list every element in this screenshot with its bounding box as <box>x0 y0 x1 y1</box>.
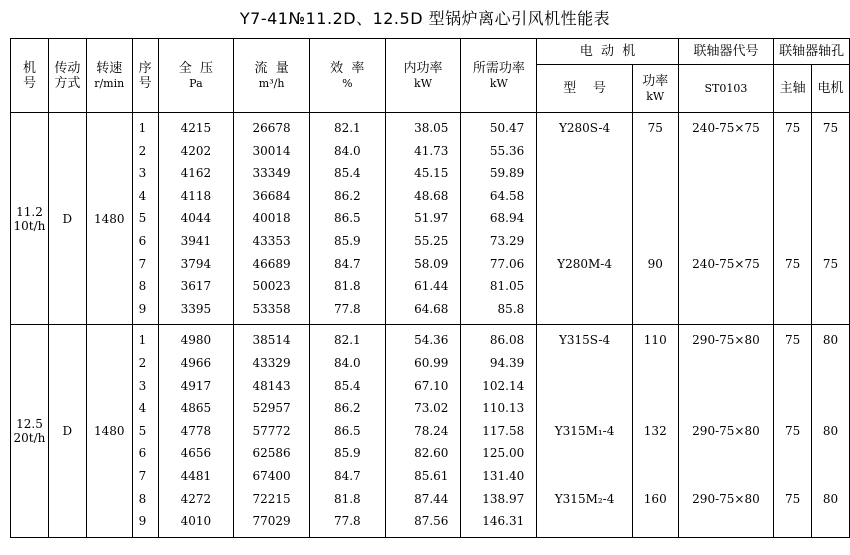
table-cell: 3617 <box>180 279 212 294</box>
bore-main-column <box>774 113 812 325</box>
table-cell: 73.29 <box>489 233 525 248</box>
motor-cell: 290-75×80 <box>692 423 760 438</box>
table-cell: 82.1 <box>333 333 361 348</box>
motor-cell: 75 <box>822 121 839 135</box>
table-cell: 36684 <box>252 188 291 203</box>
pressure-column <box>158 325 234 537</box>
table-cell: 81.05 <box>489 279 525 294</box>
group-model: 11.2 <box>16 204 43 219</box>
group-speed-cell <box>86 325 132 537</box>
table-cell: 4162 <box>180 166 212 181</box>
header-bore-motor: 电机 <box>812 65 850 113</box>
table-cell: 78.24 <box>414 423 449 438</box>
table-cell: 146.31 <box>482 514 525 529</box>
table-cell: 77.8 <box>333 514 361 529</box>
table-cell: 85.61 <box>414 468 449 483</box>
table-cell: 85.9 <box>333 233 361 248</box>
table-cell: 8 <box>138 491 147 506</box>
internal-power-column <box>385 325 461 537</box>
table-cell: 59.89 <box>489 166 525 181</box>
table-cell: 8 <box>138 279 147 294</box>
table-cell: 1 <box>138 121 147 135</box>
table-cell: 50023 <box>252 279 291 294</box>
header-model-no: 机 号 <box>11 39 49 113</box>
motor-cell: Y315M₂-4 <box>554 491 615 506</box>
table-cell: 68.94 <box>489 211 525 226</box>
table-cell: 86.5 <box>333 423 361 438</box>
flow-column <box>234 113 310 325</box>
table-cell: 54.36 <box>414 333 449 348</box>
coupling-code-column <box>678 325 774 537</box>
table-cell: 7 <box>138 256 147 271</box>
motor-cell: 240-75×75 <box>692 121 760 135</box>
table-cell: 4215 <box>180 121 212 135</box>
motor-cell: 75 <box>785 423 801 438</box>
table-cell: 38514 <box>252 333 291 348</box>
motor-power-column <box>632 113 678 325</box>
motor-cell: Y315S-4 <box>558 333 611 348</box>
group-model-cell <box>11 325 49 537</box>
group-drive-cell <box>48 113 86 325</box>
table-cell: 5 <box>138 423 147 438</box>
table-cell: 50.47 <box>489 121 525 135</box>
motor-cell: 290-75×80 <box>692 491 760 506</box>
table-cell: 51.97 <box>414 211 449 226</box>
table-cell: 84.7 <box>333 256 361 271</box>
table-cell: 7 <box>138 468 147 483</box>
motor-cell: 110 <box>643 333 667 348</box>
table-cell: 125.00 <box>482 446 525 461</box>
motor-cell: 75 <box>785 121 801 135</box>
table-cell: 4118 <box>180 188 212 203</box>
table-cell: 64.58 <box>489 188 525 203</box>
motor-cell: Y280M-4 <box>557 256 612 271</box>
table-cell: 82.60 <box>414 446 449 461</box>
table-cell: 64.68 <box>414 301 449 316</box>
header-motor: 电 动 机 <box>537 39 678 65</box>
table-cell: 30014 <box>252 143 291 158</box>
table-cell: 6 <box>138 446 147 461</box>
table-cell: 3 <box>138 378 147 393</box>
table-cell: 4865 <box>180 401 212 416</box>
table-cell: 102.14 <box>482 378 525 393</box>
table-cell: 86.2 <box>333 188 361 203</box>
table-cell: 84.0 <box>333 143 361 158</box>
table-cell: 3941 <box>180 233 212 248</box>
motor-cell: 75 <box>785 256 801 271</box>
table-cell: 4481 <box>180 468 212 483</box>
motor-cell: 75 <box>785 491 801 506</box>
group-speed: 1480 <box>93 424 125 439</box>
table-cell: 38.05 <box>414 121 449 135</box>
table-cell: 73.02 <box>414 401 449 416</box>
motor-cell: 90 <box>647 256 663 271</box>
table-cell: 4980 <box>180 333 212 348</box>
motor-model-column <box>537 113 633 325</box>
header-coupling-code: 联轴器代号 <box>678 39 774 65</box>
table-cell: 48.68 <box>414 188 449 203</box>
header-internal-power: 内功率 kW <box>385 39 461 113</box>
table-cell: 81.8 <box>333 279 361 294</box>
table-cell: 67.10 <box>414 378 449 393</box>
group-model-cell <box>11 113 49 325</box>
header-efficiency: 效 率 % <box>309 39 385 113</box>
group-capacity: 10t/h <box>13 218 46 233</box>
table-cell: 3395 <box>180 301 212 316</box>
motor-cell: 160 <box>643 491 667 506</box>
table-cell: 55.36 <box>489 143 525 158</box>
table-cell: 85.9 <box>333 446 361 461</box>
header-bore-main: 主轴 <box>774 65 812 113</box>
motor-cell: 75 <box>822 256 839 271</box>
motor-cell: Y280S-4 <box>558 121 611 135</box>
table-cell: 72215 <box>252 491 291 506</box>
table-cell: 53358 <box>252 301 291 316</box>
table-cell: 6 <box>138 233 147 248</box>
table-cell: 4044 <box>180 211 212 226</box>
table-cell: 131.40 <box>482 468 525 483</box>
performance-table <box>10 38 850 538</box>
table-cell: 117.58 <box>482 423 525 438</box>
group-drive: D <box>62 424 73 439</box>
group-capacity: 20t/h <box>13 431 46 446</box>
table-cell: 2 <box>138 143 147 158</box>
table-cell: 3 <box>138 166 147 181</box>
table-cell: 82.1 <box>333 121 361 135</box>
table-cell: 41.73 <box>414 143 449 158</box>
header-coupling-std: ST0103 <box>678 65 774 113</box>
table-cell: 138.97 <box>482 491 525 506</box>
bore-motor-column <box>812 113 850 325</box>
table-cell: 43329 <box>252 355 291 370</box>
fan-group-row <box>11 113 850 325</box>
table-cell: 46689 <box>252 256 291 271</box>
table-cell: 86.5 <box>333 211 361 226</box>
required-power-column <box>461 113 537 325</box>
motor-cell: 290-75×80 <box>692 333 760 348</box>
table-cell: 85.8 <box>497 301 525 316</box>
coupling-code-column <box>678 113 774 325</box>
table-cell: 57772 <box>252 423 291 438</box>
table-cell: 110.13 <box>482 401 525 416</box>
table-title: Y7-41№11.2D、12.5D 型锅炉离心引风机性能表 <box>239 9 611 28</box>
header-required-power: 所需功率 kW <box>461 39 537 113</box>
table-cell: 4966 <box>180 355 212 370</box>
table-cell: 33349 <box>252 166 291 181</box>
table-cell: 58.09 <box>414 256 449 271</box>
header-drive: 传动 方式 <box>48 39 86 113</box>
group-drive-cell <box>48 325 86 537</box>
header-speed: 转速 r/min <box>86 39 132 113</box>
table-cell: 4 <box>138 401 147 416</box>
table-cell: 5 <box>138 211 147 226</box>
table-cell: 9 <box>138 514 147 529</box>
table-cell: 86.08 <box>489 333 525 348</box>
pressure-column <box>158 113 234 325</box>
required-power-column <box>461 325 537 537</box>
table-cell: 40018 <box>252 211 291 226</box>
motor-cell: 132 <box>643 423 667 438</box>
motor-power-column <box>632 325 678 537</box>
table-cell: 52957 <box>252 401 291 416</box>
header-flow: 流 量 m³/h <box>234 39 310 113</box>
table-cell: 45.15 <box>414 166 449 181</box>
table-cell: 85.4 <box>333 166 361 181</box>
header-motor-model: 型 号 <box>537 65 633 113</box>
table-cell: 87.44 <box>414 491 449 506</box>
header-motor-power: 功率 kW <box>632 65 678 113</box>
table-cell: 86.2 <box>333 401 361 416</box>
motor-cell: 80 <box>822 491 839 506</box>
flow-column <box>234 325 310 537</box>
table-cell: 26678 <box>252 121 291 135</box>
efficiency-column <box>309 325 385 537</box>
table-cell: 77029 <box>252 514 291 529</box>
motor-cell: 75 <box>647 121 663 135</box>
bore-motor-column <box>812 325 850 537</box>
efficiency-column <box>309 113 385 325</box>
table-cell: 77.8 <box>333 301 361 316</box>
group-speed-cell <box>86 113 132 325</box>
header-pressure: 全 压 Pa <box>158 39 234 113</box>
table-cell: 48143 <box>252 378 291 393</box>
seq-column <box>132 113 158 325</box>
table-cell: 4778 <box>180 423 212 438</box>
table-cell: 4656 <box>180 446 212 461</box>
table-cell: 61.44 <box>414 279 449 294</box>
table-cell: 43353 <box>252 233 291 248</box>
header-seq: 序 号 <box>132 39 158 113</box>
table-cell: 9 <box>138 301 147 316</box>
internal-power-column <box>385 113 461 325</box>
table-cell: 55.25 <box>414 233 449 248</box>
table-cell: 85.4 <box>333 378 361 393</box>
table-cell: 84.0 <box>333 355 361 370</box>
table-cell: 62586 <box>252 446 291 461</box>
motor-cell: 75 <box>785 333 801 348</box>
table-cell: 87.56 <box>414 514 449 529</box>
table-cell: 84.7 <box>333 468 361 483</box>
table-cell: 94.39 <box>489 355 525 370</box>
table-cell: 67400 <box>252 468 291 483</box>
table-cell: 4272 <box>180 491 212 506</box>
table-cell: 4917 <box>180 378 212 393</box>
motor-model-column <box>537 325 633 537</box>
motor-cell: 240-75×75 <box>692 256 760 271</box>
table-cell: 4 <box>138 188 147 203</box>
group-model: 12.5 <box>16 417 43 432</box>
table-cell: 3794 <box>180 256 212 271</box>
table-cell: 81.8 <box>333 491 361 506</box>
bore-main-column <box>774 325 812 537</box>
table-cell: 77.06 <box>489 256 525 271</box>
motor-cell: 80 <box>822 333 839 348</box>
table-cell: 4202 <box>180 143 212 158</box>
fan-group-row <box>11 325 850 537</box>
group-speed: 1480 <box>93 211 125 226</box>
table-cell: 60.99 <box>414 355 449 370</box>
seq-column <box>132 325 158 537</box>
table-cell: 1 <box>138 333 147 348</box>
motor-cell: Y315M₁-4 <box>554 423 615 438</box>
header-coupling-bore: 联轴器轴孔 <box>774 39 850 65</box>
table-cell: 4010 <box>180 514 212 529</box>
motor-cell: 80 <box>822 423 839 438</box>
table-cell: 2 <box>138 355 147 370</box>
group-drive: D <box>62 211 73 226</box>
